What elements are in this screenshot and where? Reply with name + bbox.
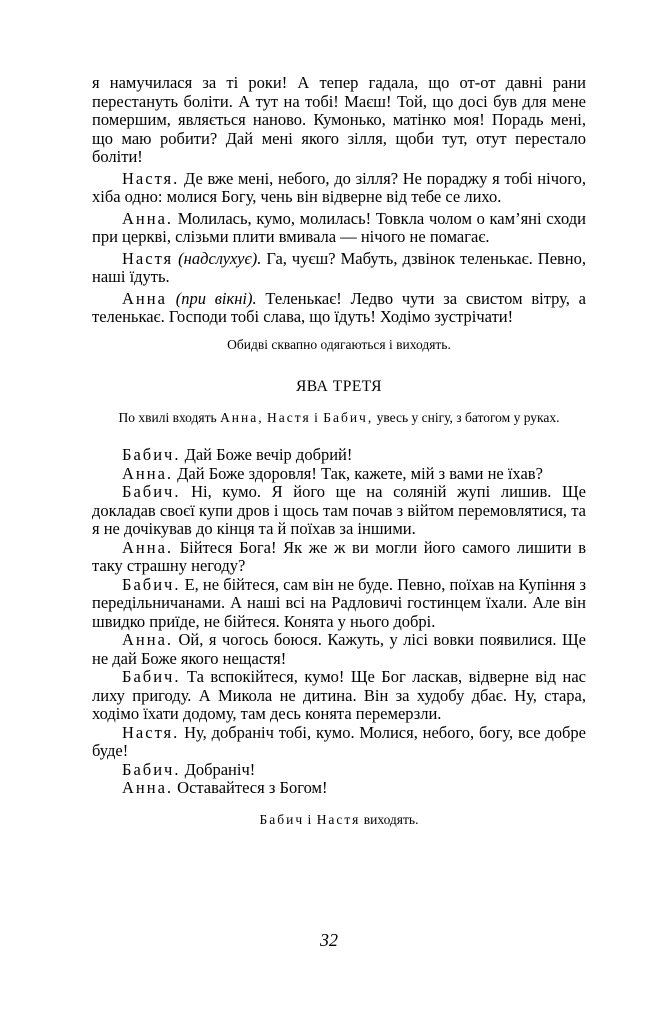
dialogue-line — [92, 170, 586, 207]
dialogue-block — [92, 446, 586, 798]
stage-remark: (надслухує). — [178, 248, 262, 268]
speaker-name: Бабич. — [122, 667, 181, 686]
speaker-name: Настя. — [122, 168, 180, 188]
speaker-name: Анна — [122, 288, 167, 308]
dialogue-line — [92, 483, 586, 539]
line-text: Де вже мені, небого, до зілля? Не пораджу я тобі нічого, хіба одно: молися Богу, чень він відверне від тебе се лихо. — [92, 168, 586, 206]
line-text: Добраніч! — [180, 759, 256, 779]
stage-direction: Обидві сквапно одягаються і виходять. — [227, 336, 451, 352]
speaker-name: Анна. — [122, 630, 174, 649]
dialogue-line — [92, 576, 586, 632]
speaker-name: Бабич. — [122, 482, 181, 501]
stage-direction-entrance: По хвилі входять Анна, Настя і Бабич, увесь у снігу, з батогом у руках. — [118, 410, 560, 425]
dialogue-line — [92, 724, 586, 761]
speaker-name: Анна. — [122, 208, 174, 228]
dialogue-line — [92, 210, 586, 247]
dialogue-line — [92, 779, 586, 798]
line-text: Ні, кумо. Я його ще на соляній жупі лишив. Ще докладав своєї купи дров і щось там почав з війтом перемовлятися, та я не дочікував до кінця та й поїхав за іншими. — [92, 482, 586, 538]
dialogue-line — [92, 539, 586, 576]
dialogue-line — [92, 290, 586, 327]
dialogue-line — [92, 446, 586, 465]
dialogue-line — [92, 465, 586, 484]
scene-heading: ЯВА ТРЕТЯ — [295, 377, 383, 395]
line-text: Молилась, кумо, молилась! Товкла чолом о кам’яні сходи при церкві, слізьми плити вмивала — нічого не помагає. — [92, 208, 586, 246]
line-text: Га, чуєш? Мабуть, дзвінок теленькає. Певно, наші їдуть. — [92, 248, 587, 286]
speaker-name: Бабич. — [122, 759, 181, 779]
line-text: Бійтеся Бога! Як же ж ви могли його самого лишити в таку страшну негоду? — [92, 537, 586, 575]
dialogue-line — [92, 761, 586, 780]
speaker-name: Анна. — [122, 537, 174, 557]
line-text: Ну, добраніч тобі, кумо. Молися, небого, богу, все добре буде! — [92, 722, 586, 760]
speaker-name: Анна. — [122, 463, 174, 483]
line-text: Теленькає! Ледво чути за свистом вітру, а теленькає. Господи тобі слава, що їдуть! Ходімо зустрічати! — [92, 288, 587, 326]
speaker-name: Настя. — [122, 722, 180, 742]
line-text: Та вспокійтеся, кумо! Ще Бог ласкав, відверне від нас лиху пригоду. А Микола не дитина. Він за худобу дбає. Ну, стара, ходімо їхати додому, там десь конята перемерзли. — [92, 667, 586, 723]
line-text: Ой, я чогось боюся. Кажуть, у лісі вовки появилися. Ще не дай Боже якого нещастя! — [92, 630, 586, 668]
line-text: Дай Боже вечір добрий! — [180, 445, 353, 464]
stage-remark: (при вікні). — [175, 288, 257, 308]
line-text: Оставайтеся з Богом! — [173, 778, 328, 797]
stage-direction-exit: Бабич і Настя виходять. — [259, 811, 419, 827]
dialogue-line — [92, 631, 586, 668]
dialogue-line — [92, 250, 586, 287]
line-text: Дай Боже здоровля! Так, кажете, мій з вами не їхав? — [173, 463, 543, 483]
page-number: 32 — [320, 930, 338, 950]
speaker-name: Бабич. — [122, 445, 181, 464]
paragraph-continuation: я намучилася за ті роки! А тепер гадала, що от-от давні рани перестануть боліти. А тут на тобі! Маєш! Той, що досі був для мене помершим, являється наново. Кумонько, матінко моя! Порадь мені, що маю робити? Дай мені якого зілля, щоби тут, отут перестало боліти! — [92, 73, 586, 166]
speaker-name: Бабич. — [122, 574, 181, 594]
speaker-name: Анна. — [122, 778, 174, 797]
line-text: Е, не бійтеся, сам він не буде. Певно, поїхав на Купіння з передільничанами. А наші всі на Радловичі гостинцем їхали. Але він швидко приїде, не бійтеся. Конята у нього добрі. — [92, 574, 586, 631]
dialogue-line — [92, 668, 586, 724]
speaker-name: Настя — [122, 248, 174, 268]
page-content — [92, 74, 586, 828]
